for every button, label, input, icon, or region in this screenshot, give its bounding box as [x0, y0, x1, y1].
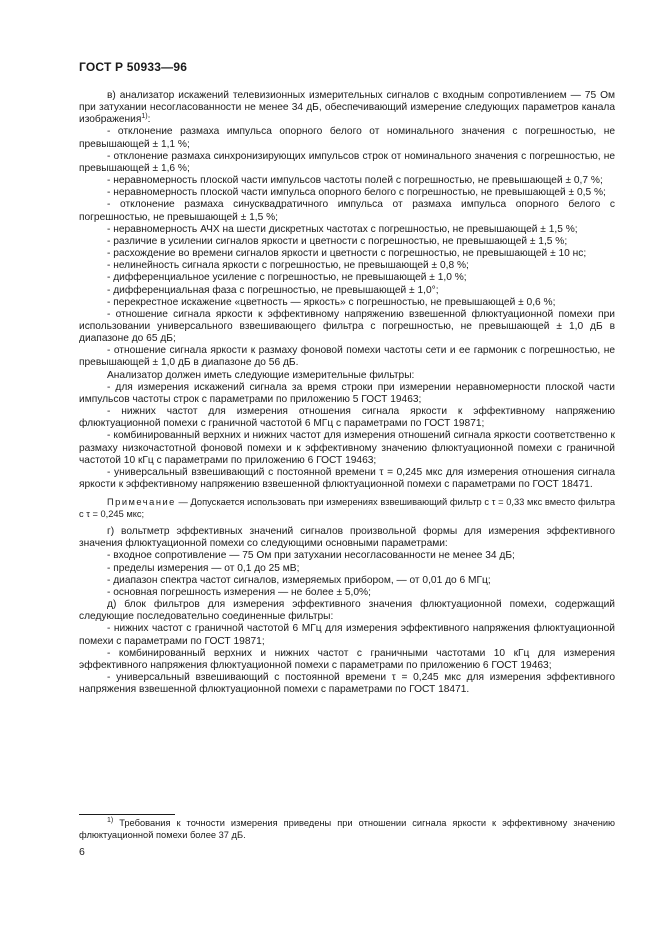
- note-label: Примечание: [107, 497, 176, 508]
- footnote-text: Требования к точности измерения приведены при отношении сигнала яркости к эффективному значению флюктуационной помехи более 37 дБ.: [79, 818, 615, 840]
- list-item: - универсальный взвешивающий с постоянной времени τ = 0,245 мкс для измерения отношения сигнала яркости к эффективному напряжению взвешенной флюктуационной помехи с параметрами по ГОСТ 18471.: [79, 466, 615, 490]
- list-item: - для измерения искажений сигнала за время строки при измерении неравномерности плоской части импульсов частоты строк с параметрами по приложению 5 ГОСТ 19463;: [79, 381, 615, 405]
- main-text: [79, 90, 615, 696]
- list-item: - входное сопротивление — 75 Ом при затухании несогласованности не менее 34 дБ;: [107, 550, 515, 562]
- paragraph-filters-intro: Анализатор должен иметь следующие измерительные фильтры:: [107, 369, 415, 381]
- list-item: - отклонение размаха синхронизирующих импульсов строк от номинального значения с погрешностью, не превышающей ± 1,6 %;: [79, 150, 615, 174]
- note-paragraph: [79, 497, 615, 520]
- list-item: - неравномерность плоской части импульса опорного белого с погрешностью, не превышающей ± 0,5 %;: [107, 187, 606, 199]
- paragraph-text: :: [147, 114, 151, 126]
- footnote-marker: 1): [107, 817, 114, 824]
- paragraph-filter-block: д) блок фильтров для измерения эффективного значения флюктуационной помехи, содержащий следующие последовательно соединенные фильтры:: [79, 599, 615, 623]
- list-item: - комбинированный верхних и нижних частот с граничными частотами 10 кГц для измерения эффективного напряжения флюктуационной помехи с параметрами по приложению 6 ГОСТ 19463;: [79, 647, 615, 671]
- list-item: - диапазон спектра частот сигналов, измеряемых прибором, — от 0,01 до 6 МГц;: [107, 574, 491, 586]
- list-item: - неравномерность АЧХ на шести дискретных частотах с погрешностью, не превышающей ± 1,5 %;: [107, 223, 578, 235]
- list-item: - нелинейность сигнала яркости с погрешностью, не превышающей ± 0,8 %;: [107, 260, 469, 272]
- list-item: - перекрестное искажение «цветность — яркость» с погрешностью, не превышающей ± 0,6 %;: [107, 296, 556, 308]
- footnote-paragraph: [79, 818, 615, 841]
- list-item: - расхождение во времени сигналов яркости и цветности с погрешностью, не превышающей ± 10 нс;: [107, 248, 587, 260]
- paragraph-analyzer-intro: [79, 90, 615, 126]
- footnote: [79, 818, 615, 841]
- paragraph-text: в) анализатор искажений телевизионных измерительных сигналов с входным сопротивлением — 75 Ом при затухании несогласованности не менее 34 дБ, обеспечивающий измерение следующих параметров канала изображения: [79, 90, 615, 126]
- list-item: - отношение сигнала яркости к размаху фоновой помехи частоты сети и ее гармоник с погрешностью, не превышающей ± 1,0 дБ в диапазоне до 56 дБ.: [79, 345, 615, 369]
- note-text: — Допускается использовать при измерениях взвешивающий фильтр с τ = 0,33 мкс вместо фильтра с τ = 0,245 мкс;: [79, 497, 615, 519]
- list-item: - различие в усилении сигналов яркости и цветности с погрешностью, не превышающей ± 1,5 %;: [107, 235, 568, 247]
- list-item: - основная погрешность измерения — не более ± 5,0%;: [107, 586, 371, 598]
- footnote-divider: [79, 814, 175, 815]
- list-item: - дифференциальная фаза с погрешностью, не превышающей ± 1,0°;: [107, 284, 439, 296]
- list-item: - универсальный взвешивающий с постоянной времени τ = 0,245 мкс для измерения эффективного напряжения взвешенной флюктуационной помехи с параметрами по ГОСТ 18471.: [79, 672, 615, 696]
- list-item: - неравномерность плоской части импульсов частоты полей с погрешностью, не превышающей ± 0,7 %;: [107, 175, 603, 187]
- list-item: - комбинированный верхних и нижних частот для измерения отношений сигнала яркости соответственно к размаху низкочастотной фоновой помехи и к эффективному значению флюктуационной помехи с граничной частотой 10 кГц с параметрами по приложению 6 ГОСТ 19463;: [79, 430, 615, 466]
- footnote-reference: 1): [141, 113, 148, 121]
- paragraph-voltmeter: г) вольтметр эффективных значений сигналов произвольной формы для измерения эффективного значения флюктуационной помехи со следующими основными параметрами:: [79, 526, 615, 550]
- document-code-header: ГОСТ Р 50933—96: [79, 60, 188, 74]
- list-item: - пределы измерения — от 0,1 до 25 мВ;: [107, 562, 300, 574]
- list-item: - нижних частот с граничной частотой 6 МГц для измерения эффективного напряжения флюктуационной помехи с параметрами по ГОСТ 19871;: [79, 623, 615, 647]
- page-number: 6: [79, 846, 85, 858]
- list-item: - нижних частот для измерения отношения сигнала яркости к эффективному напряжению флюктуационной помехи с граничной частотой 6 МГц с параметрами по ГОСТ 19871;: [79, 406, 615, 430]
- list-item: - отклонение размаха синусквадратичного импульса от размаха импульса опорного белого с погрешностью, не превышающей ± 1,5 %;: [79, 199, 615, 223]
- list-item: - отношение сигнала яркости к эффективному напряжению взвешенной флюктуационной помехи при использовании универсального взвешивающего фильтра с погрешностью, не превышающей ± 1,0 дБ в диапазоне до 65 дБ;: [79, 308, 615, 345]
- list-item: - дифференциальное усиление с погрешностью, не превышающей ± 1,0 %;: [107, 272, 467, 284]
- list-item: - отклонение размаха импульса опорного белого от номинального значения с погрешностью, не превышающей ± 1,1 %;: [79, 126, 615, 150]
